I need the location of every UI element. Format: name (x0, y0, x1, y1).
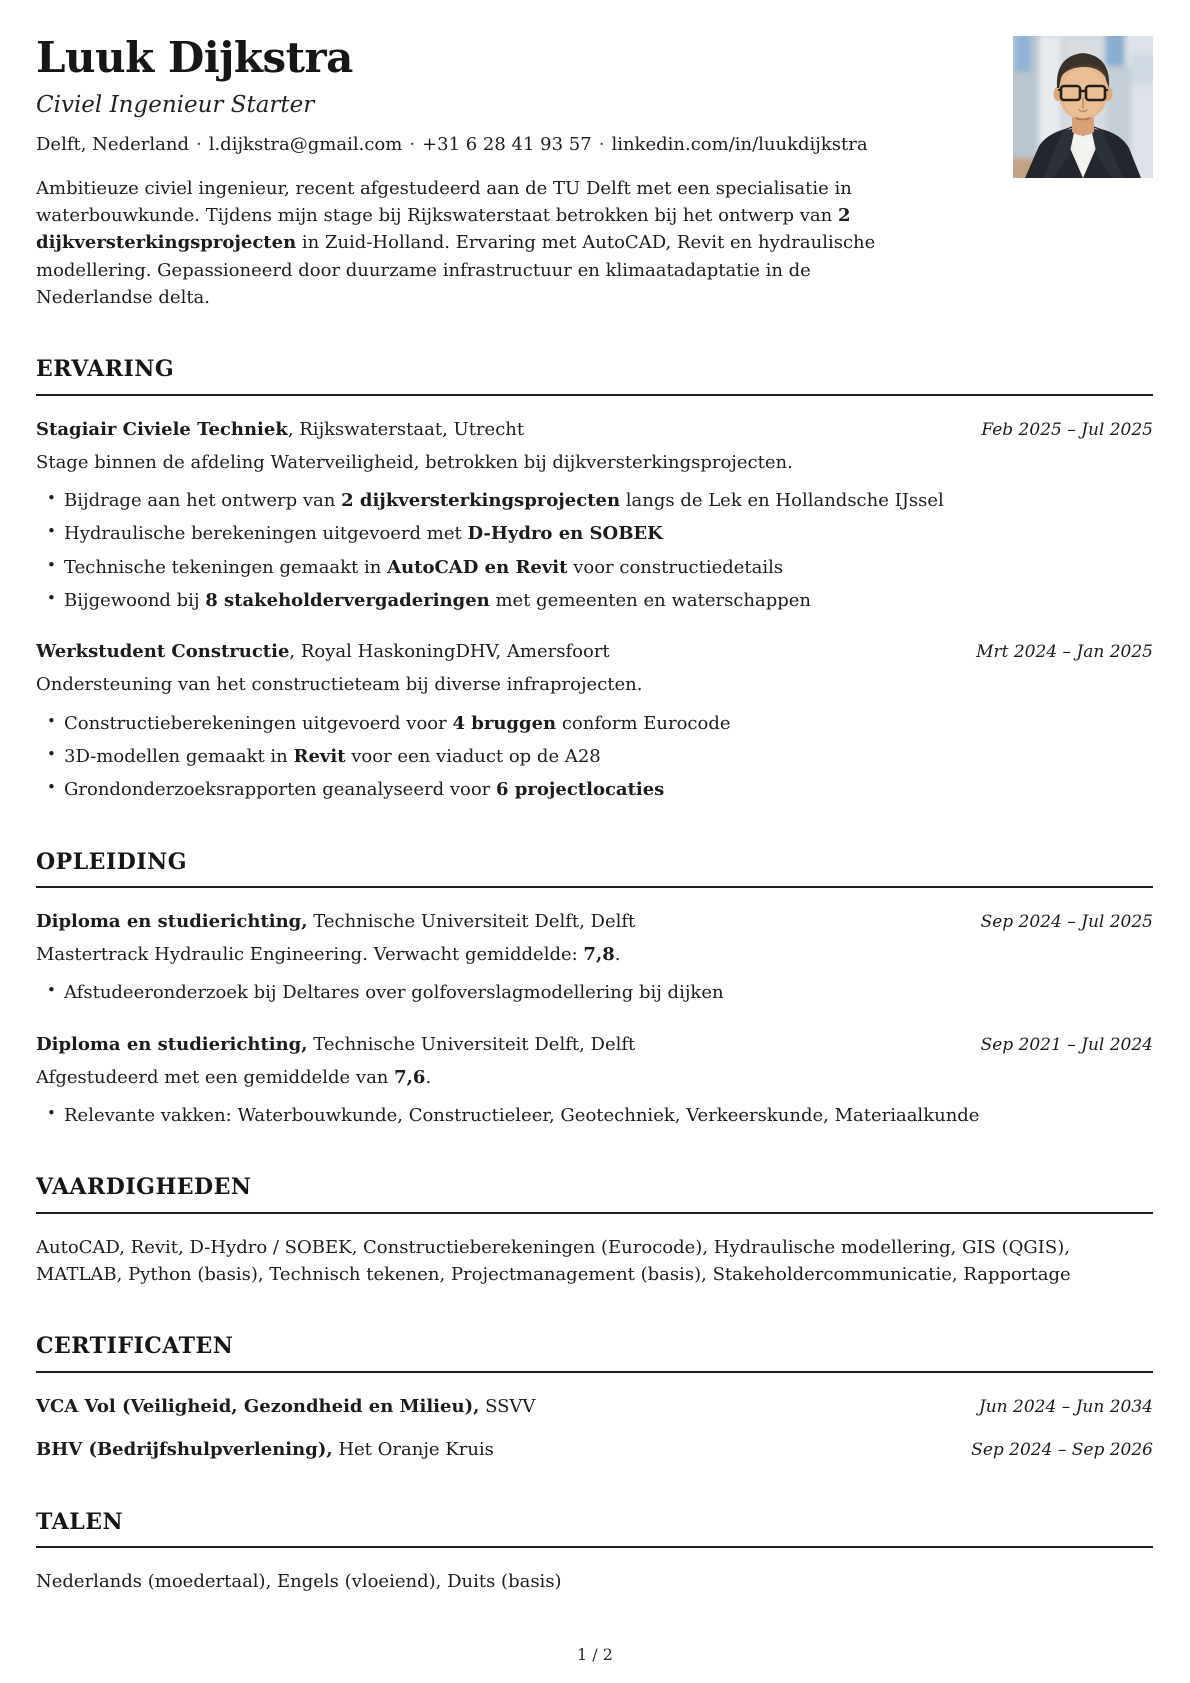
section-certificates (36, 1330, 1153, 1463)
education-description: Mastertrack Hydraulic Engineering. Verwacht gemiddelde: 7,8. (36, 944, 621, 965)
certificate-title-line (36, 1436, 494, 1463)
section-heading-skills: VAARDIGHEDEN (36, 1174, 252, 1201)
bullet-item: • 3D-modellen gemaakt in Revit voor een viaduct op de A28 (64, 743, 1153, 770)
section-divider (36, 886, 1153, 888)
profile-summary: Ambitieuze civiel ingenieur, recent afgestudeerd aan de TU Delft met een specialisatie in waterbouwkunde. Tijdens mijn stage bij Rijkswaterstaat betrokken bij het ontwerp van 2 dijkversterkingsprojecten in Zuid-Holland. Ervaring met AutoCAD, Revit en hydraulische modellering. Gepassioneerd door duurzame infrastructuur en klimaatadaptatie in de Nederlandse delta. (36, 177, 876, 309)
contact-line (36, 131, 894, 158)
certificate-date-range: Sep 2024 – Sep 2026 (971, 1439, 1153, 1460)
section-divider (36, 1546, 1153, 1548)
job-date-range: Mrt 2024 – Jan 2025 (976, 642, 1153, 663)
job-date-range: Feb 2025 – Jul 2025 (981, 419, 1153, 440)
bullet-item: • Constructieberekeningen uitgevoerd voor 4 bruggen conform Eurocode (64, 710, 1153, 737)
education-degree: Diploma en studierichting, (36, 1033, 308, 1055)
education-title-line (36, 908, 635, 935)
job-description: Stage binnen de afdeling Waterveiligheid, betrokken bij dijkversterkingsprojecten. (36, 451, 793, 473)
bullet-item: • Grondonderzoeksrapporten geanalyseerd voor 6 projectlocaties (64, 776, 1153, 803)
contact-separator: · (409, 134, 416, 156)
certificate-entry (36, 1436, 1153, 1464)
education-entry-header (36, 1031, 1153, 1059)
skills-list: AutoCAD, Revit, D-Hydro / SOBEK, Constructieberekeningen (Eurocode), Hydraulische modellering, GIS (QGIS), MATLAB, Python (basis), Technisch tekenen, Projectmanagement (basis), Stakeholdercommunicatie, Rapportage (36, 1236, 1071, 1286)
education-entry (36, 1031, 1153, 1130)
job-description: Ondersteuning van het constructieteam bij diverse infraprojecten. (36, 674, 643, 696)
certificate-entry (36, 1393, 1153, 1421)
certificate-name: VCA Vol (Veiligheid, Gezondheid en Milieu), (36, 1395, 480, 1417)
languages-list: Nederlands (moedertaal), Engels (vloeiend), Duits (basis) (36, 1570, 562, 1592)
certificate-issuer: Het Oranje Kruis (332, 1438, 494, 1460)
education-degree: Diploma en studierichting, (36, 911, 308, 933)
section-skills (36, 1171, 1153, 1288)
bullet-item: • Technische tekeningen gemaakt in AutoCAD en Revit voor constructiedetails (64, 554, 1153, 581)
bullet-item: • Bijgewoond bij 8 stakeholdervergaderingen met gemeenten en waterschappen (64, 587, 1153, 614)
contact-linkedin: linkedin.com/in/luukdijkstra (611, 134, 868, 156)
job-entry (36, 638, 1153, 803)
person-job-title: Civiel Ingenieur Starter (36, 92, 315, 119)
job-company-location: , Rijkswaterstaat, Utrecht (287, 418, 525, 440)
bullet-item: • Hydraulische berekeningen uitgevoerd met D-Hydro en SOBEK (64, 520, 1153, 547)
job-entry (36, 416, 1153, 615)
section-heading-education: OPLEIDING (36, 848, 188, 875)
education-title-line (36, 1031, 635, 1058)
section-heading-languages: TALEN (36, 1508, 124, 1535)
header-text-block (36, 34, 894, 311)
education-description: Afgestudeerd met een gemiddelde van 7,6. (36, 1066, 432, 1088)
job-company-location: , Royal HaskoningDHV, Amersfoort (289, 641, 610, 663)
bullet-item: • Afstudeeronderzoek bij Deltares over golfoverslagmodellering bij dijken (64, 979, 1153, 1006)
bullet-item: • Relevante vakken: Waterbouwkunde, Constructieleer, Geotechniek, Verkeerskunde, Materiaalkunde (64, 1102, 1153, 1129)
education-entry (36, 908, 1153, 1007)
certificate-issuer: SSVV (479, 1395, 536, 1417)
section-heading-certificates: CERTIFICATEN (36, 1333, 234, 1360)
education-school-location: Technische Universiteit Delft, Delft (307, 911, 636, 933)
job-entry-header (36, 416, 1153, 444)
section-languages (36, 1506, 1153, 1596)
job-title: Stagiair Civiele Techniek (36, 418, 288, 440)
contact-email: l.dijkstra@gmail.com (208, 134, 403, 156)
person-name: Luuk Dijkstra (36, 33, 353, 82)
education-date-range: Sep 2021 – Jul 2024 (980, 1034, 1153, 1055)
contact-separator: · (195, 134, 202, 156)
section-divider (36, 1371, 1153, 1373)
job-bullet-list (36, 487, 1153, 614)
contact-location: Delft, Nederland (36, 134, 189, 156)
education-bullet-list (36, 1102, 1153, 1129)
section-heading-experience: ERVARING (36, 356, 175, 383)
job-bullet-list (36, 710, 1153, 804)
section-divider (36, 1212, 1153, 1214)
education-entry-header (36, 908, 1153, 936)
certificate-date-range: Jun 2024 – Jun 2034 (978, 1396, 1153, 1417)
section-divider (36, 394, 1153, 396)
certificate-name: BHV (Bedrijfshulpverlening), (36, 1438, 333, 1460)
education-date-range: Sep 2024 – Jul 2025 (980, 912, 1153, 933)
job-title-line (36, 638, 610, 665)
resume-header (36, 34, 1153, 311)
profile-photo (1013, 36, 1153, 178)
job-title: Werkstudent Constructie (36, 641, 290, 663)
job-title-line (36, 416, 524, 443)
page-number: 1 / 2 (577, 1644, 613, 1664)
bullet-item: • Bijdrage aan het ontwerp van 2 dijkversterkingsprojecten langs de Lek en Hollandsche IJssel (64, 487, 1153, 514)
contact-phone: +31 6 28 41 93 57 (422, 134, 592, 156)
education-bullet-list (36, 979, 1153, 1006)
education-school-location: Technische Universiteit Delft, Delft (307, 1033, 636, 1055)
section-experience (36, 353, 1153, 803)
section-education (36, 846, 1153, 1130)
certificate-title-line (36, 1393, 535, 1420)
job-entry-header (36, 638, 1153, 666)
contact-separator: · (598, 134, 605, 156)
